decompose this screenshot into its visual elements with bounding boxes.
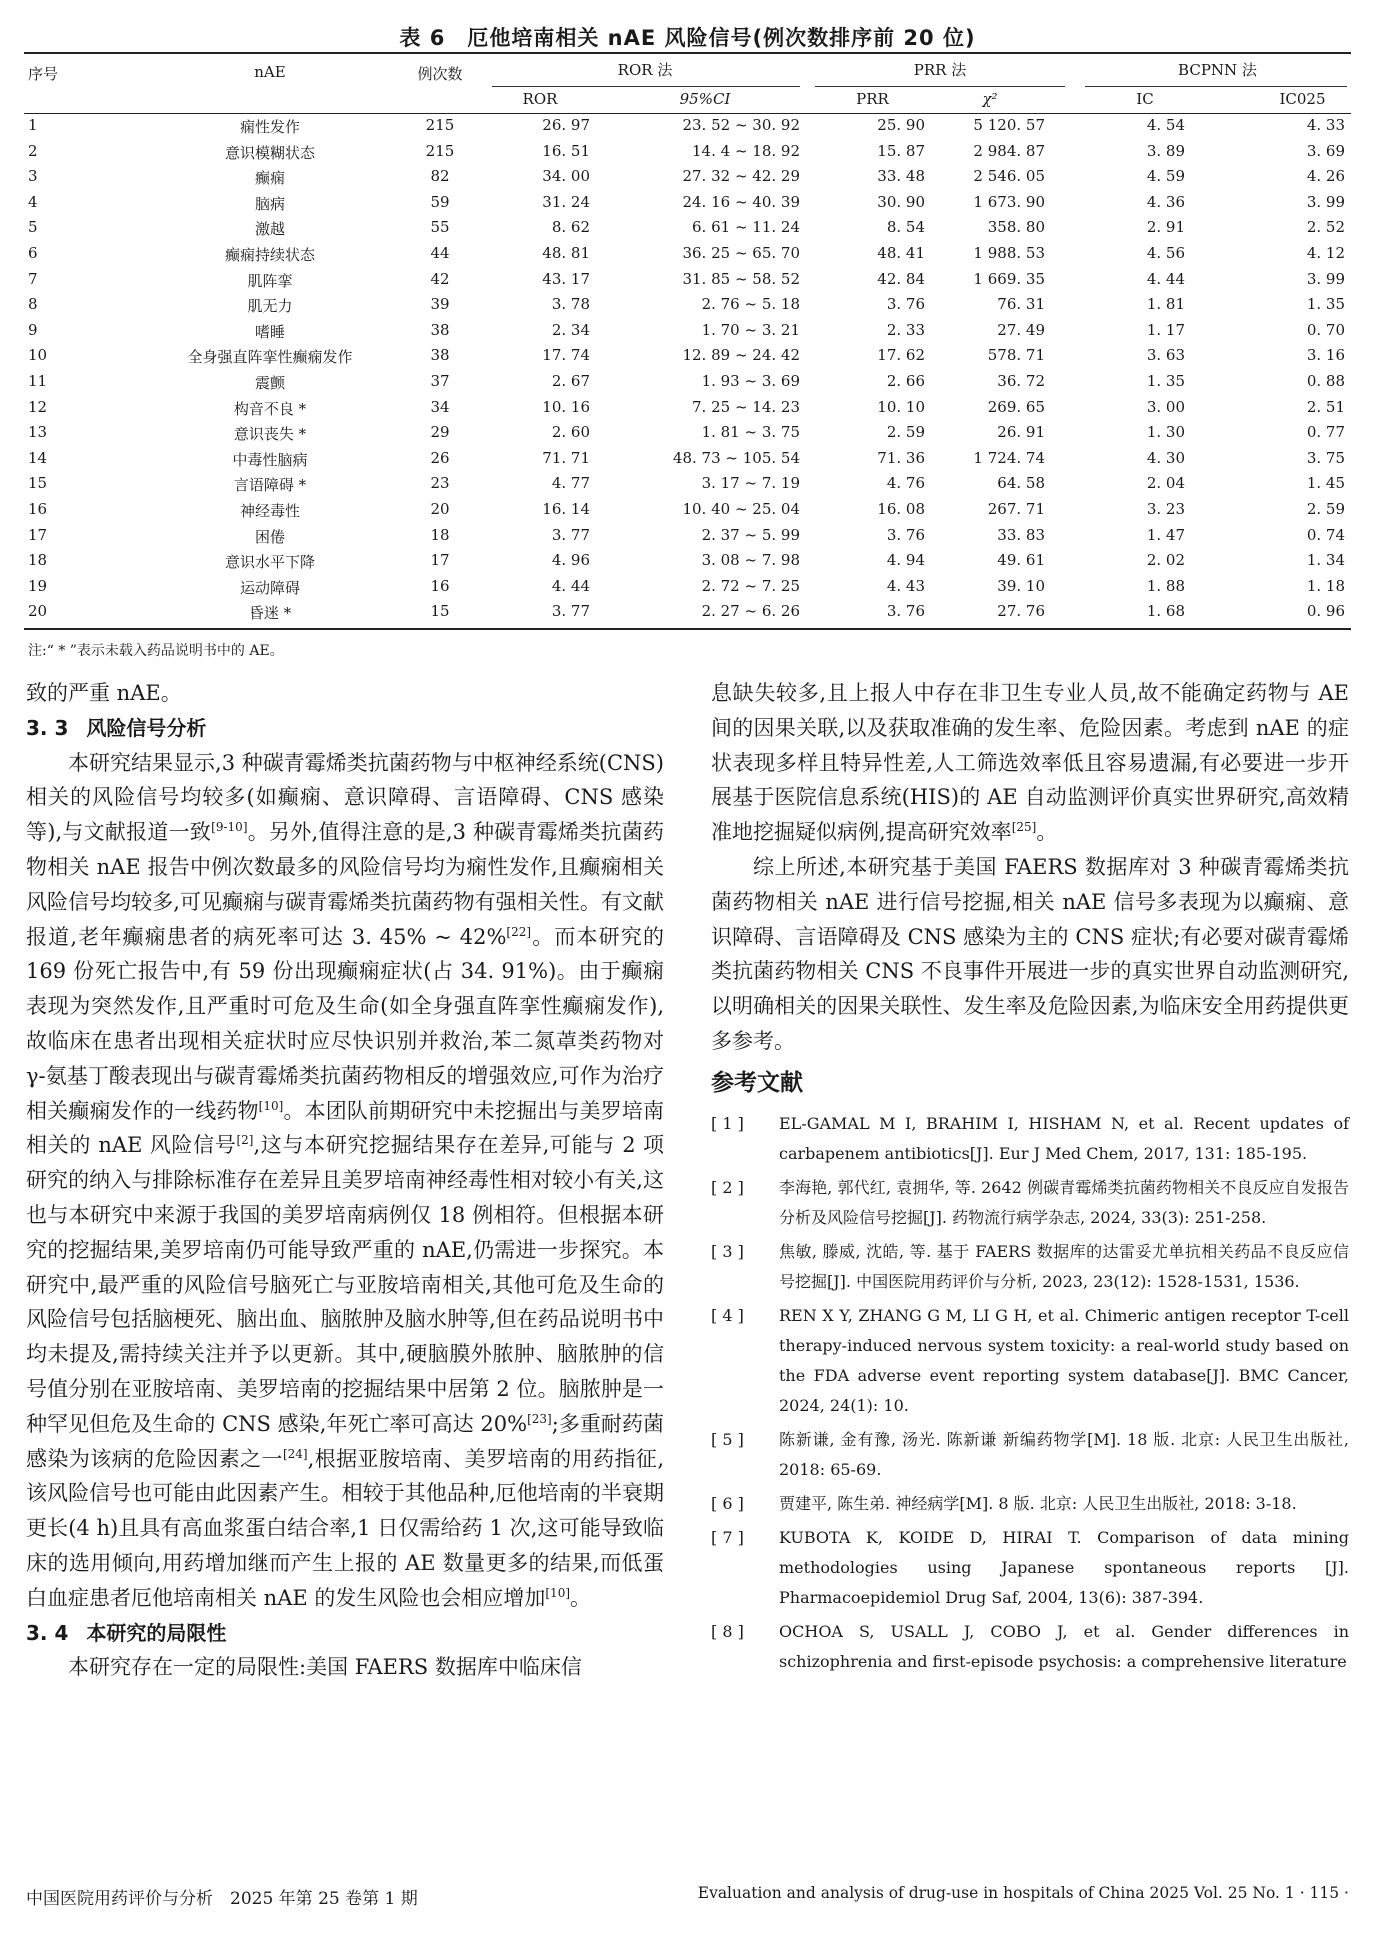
reference-number: [ 8 ] xyxy=(711,1621,744,1641)
cell-nae: 癫痫持续状态 xyxy=(224,246,315,264)
cell-count: 55 xyxy=(430,218,450,237)
cell-prr: 3. 76 xyxy=(886,295,925,314)
citation: [10] xyxy=(545,1585,571,1600)
cell-nae: 痫性发作 xyxy=(239,118,300,136)
header-index: 序号 xyxy=(28,65,59,83)
text-run: 。 xyxy=(570,1585,592,1610)
cell-ic: 2. 91 xyxy=(1146,218,1185,237)
cell-chi: 267. 71 xyxy=(987,500,1045,518)
cell-chi: 358. 80 xyxy=(987,218,1045,237)
cell-prr: 30. 90 xyxy=(877,192,925,211)
cell-count: 20 xyxy=(430,500,450,518)
citation: [22] xyxy=(506,924,532,939)
text-run: 。本团队前期研究中未挖掘出与美罗培南相关的 nAE 风险信号 xyxy=(26,1098,665,1158)
cell-ic025: 1. 45 xyxy=(1306,474,1345,493)
cell-nae: 意识丧失 * xyxy=(233,425,307,444)
cell-ic: 2. 04 xyxy=(1146,474,1185,493)
cell-ic025: 3. 69 xyxy=(1306,141,1345,160)
cell-ic: 3. 89 xyxy=(1146,141,1185,160)
reference-text: 焦敏, 滕威, 沈皓, 等. 基于 FAERS 数据库的达雷妥尤单抗相关药品不良反应信号挖掘[J]. 中国医院用药评价与分析, 2023, 23(12): 1528-1531, 1536. xyxy=(779,1241,1349,1291)
cell-prr: 33. 48 xyxy=(877,167,925,186)
text-run: 。而本研究的 169 份死亡报告中,有 59 份出现癫痫症状(占 34. 91%)。由于癫痫表现为突然发作,且严重时可危及生命(如全身强直阵挛性癫痫发作),故临床在患者出现相关症状时应尽快识别并救治,苯二氮䓬类药物对 γ-氨基丁酸表现出与碳青霉烯类抗菌药物相反的增强效应,可作为治疗相关癫痫发作的一线药物 xyxy=(26,924,665,1123)
cell-ic025: 1. 34 xyxy=(1306,551,1345,570)
cell-chi: 76. 31 xyxy=(997,295,1045,314)
cell-ror: 4. 77 xyxy=(551,474,590,493)
cell-chi: 1 673. 90 xyxy=(973,192,1045,211)
section-heading-3-4 xyxy=(26,1616,664,1651)
cell-index: 8 xyxy=(28,295,38,314)
cell-ci: 7. 25 ~ 14. 23 xyxy=(692,397,800,416)
cell-ci: 2. 72 ~ 7. 25 xyxy=(701,576,800,595)
cell-count: 34 xyxy=(430,397,450,416)
citation: [23] xyxy=(527,1411,552,1426)
header-bcpnn-group: BCPNN 法 xyxy=(1178,61,1257,79)
reference-number: [ 6 ] xyxy=(711,1493,744,1513)
cell-chi: 27. 76 xyxy=(997,602,1045,621)
right-column xyxy=(711,676,1349,1681)
header-prr: PRR xyxy=(856,90,889,108)
cell-count: 82 xyxy=(430,167,450,186)
citation: [25] xyxy=(1011,820,1037,835)
section-number: 3. 4 xyxy=(26,1620,69,1645)
cell-ror: 31. 24 xyxy=(542,192,590,211)
reference-number: [ 4 ] xyxy=(711,1305,744,1325)
cell-ci: 3. 08 ~ 7. 98 xyxy=(701,551,800,570)
cell-ror: 17. 74 xyxy=(542,346,590,365)
cell-ic025: 1. 35 xyxy=(1306,295,1345,314)
cell-nae: 脑病 xyxy=(254,194,285,213)
cell-ror: 2. 34 xyxy=(551,320,590,339)
cell-ic: 3. 63 xyxy=(1146,346,1185,365)
cell-ror: 34. 00 xyxy=(542,167,590,186)
cell-index: 3 xyxy=(28,167,38,186)
cell-index: 20 xyxy=(28,602,48,621)
cell-index: 5 xyxy=(28,218,38,237)
reference-number: [ 7 ] xyxy=(711,1527,744,1547)
reference-text: KUBOTA K, KOIDE D, HIRAI T. Comparison of data mining methodologies using Japanese spontaneous reports [J]. Pharmacoepidemiol Drug Saf, 2004, 13(6): 387-394. xyxy=(779,1527,1349,1607)
cell-prr: 2. 66 xyxy=(886,372,925,390)
text-run: ,根据亚胺培南、美罗培南的用药指征,该风险信号也可能由此因素产生。相较于其他品种,厄他培南的半衰期更长(4 h)且具有高血浆蛋白结合率,1 日仅需给药 1 次,这可能导致临床的选用倾向,用药增加继而产生上报的 AE 数量更多的结果,而低蛋白血症患者厄他培南相关 nAE 的发生风险也会相应增加 xyxy=(26,1446,664,1610)
cell-ic: 1. 35 xyxy=(1146,372,1185,390)
cell-nae: 嗜睡 xyxy=(254,322,285,341)
cell-ror: 26. 97 xyxy=(542,116,590,134)
cell-ic025: 2. 51 xyxy=(1306,397,1345,416)
bcpnn-group-rule xyxy=(1085,86,1347,87)
cell-ic: 2. 02 xyxy=(1146,551,1185,570)
cell-chi: 64. 58 xyxy=(997,474,1045,493)
cell-chi: 1 669. 35 xyxy=(973,269,1045,288)
cell-nae: 昏迷 * xyxy=(248,604,292,623)
cell-ci: 6. 61 ~ 11. 24 xyxy=(692,218,800,237)
reference-number: [ 5 ] xyxy=(711,1429,744,1449)
cell-ci: 2. 37 ~ 5. 99 xyxy=(701,525,800,544)
cell-index: 18 xyxy=(28,551,48,570)
cell-nae: 全身强直阵挛性癫痫发作 xyxy=(187,348,353,367)
cell-ic025: 3. 99 xyxy=(1306,192,1345,211)
cell-ic025: 1. 18 xyxy=(1306,576,1345,595)
cell-ic025: 0. 70 xyxy=(1306,320,1345,339)
cell-prr: 2. 59 xyxy=(886,423,925,442)
cell-ci: 23. 52 ~ 30. 92 xyxy=(682,116,800,134)
cell-ic: 4. 36 xyxy=(1146,192,1185,211)
cell-prr: 3. 76 xyxy=(886,602,925,621)
cell-nae: 震颤 xyxy=(254,374,285,392)
cell-ci: 3. 17 ~ 7. 19 xyxy=(701,474,800,493)
cell-ci: 2. 76 ~ 5. 18 xyxy=(701,295,800,314)
cell-ic: 4. 54 xyxy=(1146,116,1185,134)
paragraph: 综上所述,本研究基于美国 FAERS 数据库对 3 种碳青霉烯类抗菌药物相关 nAE 进行信号挖掘,相关 nAE 信号多表现为以癫痫、意识障碍、言语障碍及 CNS 感染为主的 CNS 症状;有必要对碳青霉烯类抗菌药物相关 CNS 不良事件开展进一步的真实世界自动监测研究,以明确相关的因果关联性、发生率及危险因素,为临床安全用药提供更多参考。 xyxy=(711,854,1349,1053)
cell-ror: 3. 77 xyxy=(551,602,590,621)
table-note: 注:“ * ”表示未载入药品说明书中的 AE。 xyxy=(28,643,284,659)
cell-prr: 3. 76 xyxy=(886,525,925,544)
cell-chi: 578. 71 xyxy=(987,346,1045,365)
reference-text: 陈新谦, 金有豫, 汤光. 陈新谦 新编药物学[M]. 18 版. 北京: 人民卫生出版社, 2018: 65-69. xyxy=(779,1429,1349,1479)
cell-ic: 4. 59 xyxy=(1146,167,1185,186)
paragraph: 本研究存在一定的局限性:美国 FAERS 数据库中临床信 xyxy=(68,1655,582,1680)
ror-group-rule xyxy=(492,86,800,87)
cell-nae: 神经毒性 xyxy=(239,502,300,520)
header-chi: χ² xyxy=(982,90,998,108)
reference-item xyxy=(711,1617,1349,1677)
cell-prr: 4. 76 xyxy=(886,474,925,493)
reference-text: 贾建平, 陈生弟. 神经病学[M]. 8 版. 北京: 人民卫生出版社, 2018: 3-18. xyxy=(779,1493,1297,1513)
cell-ror: 4. 96 xyxy=(551,551,590,570)
reference-item xyxy=(711,1109,1349,1169)
reference-number: [ 1 ] xyxy=(711,1113,744,1133)
cell-ic: 4. 30 xyxy=(1146,448,1185,467)
cell-ci: 27. 32 ~ 42. 29 xyxy=(682,167,800,186)
header-ror: ROR xyxy=(522,90,558,108)
cell-ic: 1. 30 xyxy=(1146,423,1185,442)
text-run: 。 xyxy=(1036,820,1058,845)
cell-count: 37 xyxy=(430,372,450,390)
cell-ic: 1. 68 xyxy=(1146,602,1185,621)
header-nae: nAE xyxy=(254,63,286,81)
cell-ic: 1. 88 xyxy=(1146,576,1185,595)
cell-index: 10 xyxy=(28,346,48,365)
cell-prr: 4. 43 xyxy=(886,576,925,595)
cell-ic025: 4. 12 xyxy=(1306,244,1345,262)
section-number: 3. 3 xyxy=(26,715,69,740)
cell-ic025: 2. 59 xyxy=(1306,500,1345,518)
cell-chi: 269. 65 xyxy=(987,397,1045,416)
cell-count: 39 xyxy=(430,295,450,314)
header-ic: IC xyxy=(1136,90,1154,108)
cell-count: 29 xyxy=(430,423,450,442)
cell-index: 9 xyxy=(28,320,38,339)
cell-index: 6 xyxy=(28,244,38,262)
cell-count: 16 xyxy=(430,576,450,595)
citation: [2] xyxy=(236,1133,254,1148)
text-run: 。另外,值得注意的是,3 种碳青霉烯类抗菌药物相关 nAE 报告中例次数最多的风险信号均为痫性发作,且癫痫相关风险信号均较多,可见癫痫与碳青霉烯类抗菌药物有强相关性。有文献报道,老年癫痫患者的病死率可达 3. 45% ~ 42% xyxy=(26,820,664,949)
table-caption: 表 6 厄他培南相关 nAE 风险信号(例次数排序前 20 位) xyxy=(399,26,976,50)
cell-count: 26 xyxy=(430,448,450,467)
cell-ci: 24. 16 ~ 40. 39 xyxy=(682,192,800,211)
paragraph: 致的严重 nAE。 xyxy=(26,681,182,705)
references-heading: 参考文献 xyxy=(711,1069,803,1096)
cell-nae: 言语障碍 * xyxy=(233,476,307,495)
cell-count: 44 xyxy=(430,244,450,262)
cell-ic: 1. 81 xyxy=(1146,295,1185,314)
cell-index: 2 xyxy=(28,141,38,160)
cell-index: 1 xyxy=(28,116,38,134)
text-run: ;多重耐药菌感染为该病的危险因素之一 xyxy=(26,1411,664,1471)
section-heading-3-3 xyxy=(26,711,664,746)
cell-chi: 2 984. 87 xyxy=(973,141,1045,160)
cell-index: 15 xyxy=(28,474,48,493)
reference-item xyxy=(711,1489,1349,1519)
cell-ic025: 2. 52 xyxy=(1306,218,1345,237)
cell-count: 59 xyxy=(430,192,450,211)
cell-count: 42 xyxy=(430,269,450,288)
cell-count: 18 xyxy=(430,525,450,544)
cell-ic025: 3. 16 xyxy=(1306,346,1345,365)
cell-ic025: 4. 33 xyxy=(1306,116,1345,134)
text-run: ,这与本研究挖掘结果存在差异,可能与 2 项研究的纳入与排除标准存在差异且美罗培南神经毒性相对较小有关,这也与本研究中来源于我国的美罗培南病例仅 18 例相符。但根据本研究的挖掘结果,美罗培南仍可能导致严重的 nAE,仍需进一步探究。本研究中,最严重的风险信号脑死亡与亚胺培南相关,其他可危及生命的风险信号包括脑梗死、脑出血、脑脓肿及脑水肿等,但在药品说明书中均未提及,需持续关注并予以更新。其中,硬脑膜外脓肿、脑脓肿的信号值分别在亚胺培南、美罗培南的挖掘结果中居第 2 位。脑脓肿是一种罕见但危及生命的 CNS 感染,年死亡率可高达 20% xyxy=(26,1133,665,1436)
cell-ci: 2. 27 ~ 6. 26 xyxy=(701,602,800,621)
cell-nae: 构音不良 * xyxy=(233,399,307,418)
cell-ror: 2. 67 xyxy=(551,372,590,390)
section-title: 本研究的局限性 xyxy=(86,1620,227,1645)
cell-ci: 31. 85 ~ 58. 52 xyxy=(682,269,800,288)
cell-index: 17 xyxy=(28,525,48,544)
cell-index: 16 xyxy=(28,500,48,518)
header-count: 例次数 xyxy=(417,65,463,83)
cell-ic025: 0. 96 xyxy=(1306,602,1345,621)
cell-nae: 困倦 xyxy=(254,527,285,546)
cell-ror: 4. 44 xyxy=(551,576,590,595)
cell-chi: 2 546. 05 xyxy=(973,167,1045,186)
cell-ci: 1. 81 ~ 3. 75 xyxy=(701,423,800,442)
cell-index: 12 xyxy=(28,397,48,416)
reference-list xyxy=(711,1109,1349,1677)
cell-ror: 16. 14 xyxy=(542,500,590,518)
cell-prr: 71. 36 xyxy=(877,448,925,467)
cell-count: 215 xyxy=(425,141,455,160)
cell-prr: 42. 84 xyxy=(877,269,925,288)
reference-item xyxy=(711,1523,1349,1613)
cell-ic: 4. 56 xyxy=(1146,244,1185,262)
cell-ic: 3. 23 xyxy=(1146,500,1185,518)
cell-ci: 14. 4 ~ 18. 92 xyxy=(692,141,800,160)
cell-ic025: 0. 77 xyxy=(1306,423,1345,442)
cell-ci: 10. 40 ~ 25. 04 xyxy=(682,500,800,518)
reference-number: [ 2 ] xyxy=(711,1177,744,1197)
cell-prr: 17. 62 xyxy=(877,346,925,365)
cell-chi: 36. 72 xyxy=(997,372,1045,390)
reference-item xyxy=(711,1301,1349,1421)
cell-ror: 16. 51 xyxy=(542,141,590,160)
header-ci: 95%CI xyxy=(679,90,731,108)
cell-prr: 10. 10 xyxy=(877,397,925,416)
cell-ic025: 0. 74 xyxy=(1306,525,1345,544)
cell-ror: 8. 62 xyxy=(551,218,590,237)
reference-item xyxy=(711,1425,1349,1485)
cell-prr: 8. 54 xyxy=(886,218,925,237)
cell-chi: 1 724. 74 xyxy=(973,448,1045,467)
cell-count: 15 xyxy=(430,602,450,621)
cell-prr: 16. 08 xyxy=(877,500,925,518)
cell-chi: 1 988. 53 xyxy=(973,244,1045,262)
cell-ic: 1. 17 xyxy=(1146,320,1185,339)
cell-ror: 10. 16 xyxy=(542,397,590,416)
reference-item xyxy=(711,1237,1349,1297)
cell-ic: 3. 00 xyxy=(1146,397,1185,416)
text-run: 本研究结果显示,3 种碳青霉烯类抗菌药物与中枢神经系统(CNS)相关的风险信号均较多(如癫痫、意识障碍、言语障碍、CNS 感染等),与文献报道一致 xyxy=(26,750,664,845)
cell-chi: 5 120. 57 xyxy=(973,116,1045,134)
cell-ci: 1. 70 ~ 3. 21 xyxy=(701,320,800,339)
text-run: 息缺失较多,且上报人中存在非卫生专业人员,故不能确定药物与 AE 间的因果关联,以及获取准确的发生率、危险因素。考虑到 nAE 的症状表现多样且特异性差,人工筛选效率低且容易遗漏,有必要进一步开展基于医院信息系统(HIS)的 AE 自动监测评价真实世界研究,高效精准地挖掘疑似病例,提高研究效率 xyxy=(711,681,1349,845)
cell-index: 14 xyxy=(28,448,48,467)
header-prr-group: PRR 法 xyxy=(913,61,967,79)
cell-ci: 1. 93 ~ 3. 69 xyxy=(701,372,800,390)
cell-index: 19 xyxy=(28,576,48,595)
cell-index: 11 xyxy=(28,372,48,390)
cell-ror: 48. 81 xyxy=(542,244,590,262)
cell-index: 4 xyxy=(28,192,38,211)
citation: [9-10] xyxy=(211,820,248,835)
reference-text: OCHOA S, USALL J, COBO J, et al. Gender differences in schizophrenia and first-episode psychosis: a comprehensive literature xyxy=(779,1621,1349,1671)
cell-ror: 2. 60 xyxy=(551,423,590,442)
cell-count: 38 xyxy=(430,320,450,339)
cell-ic025: 4. 26 xyxy=(1306,167,1345,186)
cell-nae: 激越 xyxy=(254,220,285,239)
cell-count: 23 xyxy=(430,474,450,493)
cell-chi: 26. 91 xyxy=(997,423,1045,442)
cell-ic025: 3. 99 xyxy=(1306,269,1345,288)
citation: [10] xyxy=(258,1098,284,1113)
cell-ic: 4. 44 xyxy=(1146,269,1185,288)
cell-index: 13 xyxy=(28,423,48,442)
reference-text: REN X Y, ZHANG G M, LI G H, et al. Chimeric antigen receptor T-cell therapy-induced nervous system toxicity: a real-world study based on the FDA adverse event reporting system database[J]. BMC Cancer, 2024, 24(1): 10. xyxy=(779,1305,1349,1415)
cell-prr: 4. 94 xyxy=(886,551,925,570)
cell-ci: 48. 73 ~ 105. 54 xyxy=(672,448,800,467)
reference-number: [ 3 ] xyxy=(711,1241,744,1261)
cell-nae: 意识模糊状态 xyxy=(224,143,315,162)
paragraph xyxy=(711,676,1349,850)
cell-nae: 癫痫 xyxy=(254,169,285,188)
cell-count: 38 xyxy=(430,346,450,365)
cell-nae: 运动障碍 xyxy=(239,578,300,597)
prr-group-rule xyxy=(815,86,1065,87)
cell-chi: 39. 10 xyxy=(997,576,1045,595)
reference-text: 李海艳, 郭代红, 袁拥华, 等. 2642 例碳青霉烯类抗菌药物相关不良反应自发报告分析及风险信号挖掘[J]. 药物流行病学杂志, 2024, 33(3): 251-258. xyxy=(779,1177,1349,1227)
cell-ror: 3. 78 xyxy=(551,295,590,314)
footer-journal-cn: 中国医院用药评价与分析 2025 年第 25 卷第 1 期 xyxy=(26,1889,418,1909)
table-top-rule xyxy=(24,52,1351,54)
left-column xyxy=(26,676,664,1685)
cell-prr: 25. 90 xyxy=(877,116,925,134)
cell-count: 17 xyxy=(430,551,450,570)
cell-nae: 中毒性脑病 xyxy=(232,450,308,469)
cell-count: 215 xyxy=(425,116,455,134)
section-title: 风险信号分析 xyxy=(86,715,207,740)
cell-index: 7 xyxy=(28,269,38,288)
cell-nae: 意识水平下降 xyxy=(224,553,315,572)
footer-journal-en: Evaluation and analysis of drug-use in hospitals of China 2025 Vol. 25 No. 1 · 115 · xyxy=(697,1884,1349,1902)
cell-chi: 27. 49 xyxy=(997,320,1045,339)
reference-item xyxy=(711,1173,1349,1233)
cell-ci: 36. 25 ~ 65. 70 xyxy=(682,244,800,262)
paragraph xyxy=(26,746,664,1616)
cell-nae: 肌阵挛 xyxy=(247,271,293,290)
table-header-rule xyxy=(24,113,1351,114)
cell-prr: 15. 87 xyxy=(877,141,925,160)
cell-ror: 71. 71 xyxy=(542,448,590,467)
cell-ic025: 3. 75 xyxy=(1306,448,1345,467)
cell-ror: 3. 77 xyxy=(551,525,590,544)
header-ic025: IC025 xyxy=(1279,90,1326,108)
cell-ror: 43. 17 xyxy=(542,269,590,288)
cell-prr: 48. 41 xyxy=(877,244,925,262)
table-bottom-rule xyxy=(24,628,1351,630)
cell-ic025: 0. 88 xyxy=(1306,372,1345,390)
citation: [24] xyxy=(282,1446,308,1461)
cell-chi: 49. 61 xyxy=(997,551,1045,570)
cell-nae: 肌无力 xyxy=(247,297,293,316)
cell-ic: 1. 47 xyxy=(1146,525,1185,544)
cell-chi: 33. 83 xyxy=(997,525,1045,544)
header-ror-group: ROR 法 xyxy=(617,61,673,79)
cell-prr: 2. 33 xyxy=(886,320,925,339)
cell-ci: 12. 89 ~ 24. 42 xyxy=(682,346,800,365)
reference-text: EL-GAMAL M I, BRAHIM I, HISHAM N, et al. Recent updates of carbapenem antibiotics[J]. Eur J Med Chem, 2017, 131: 185-195. xyxy=(779,1113,1349,1163)
